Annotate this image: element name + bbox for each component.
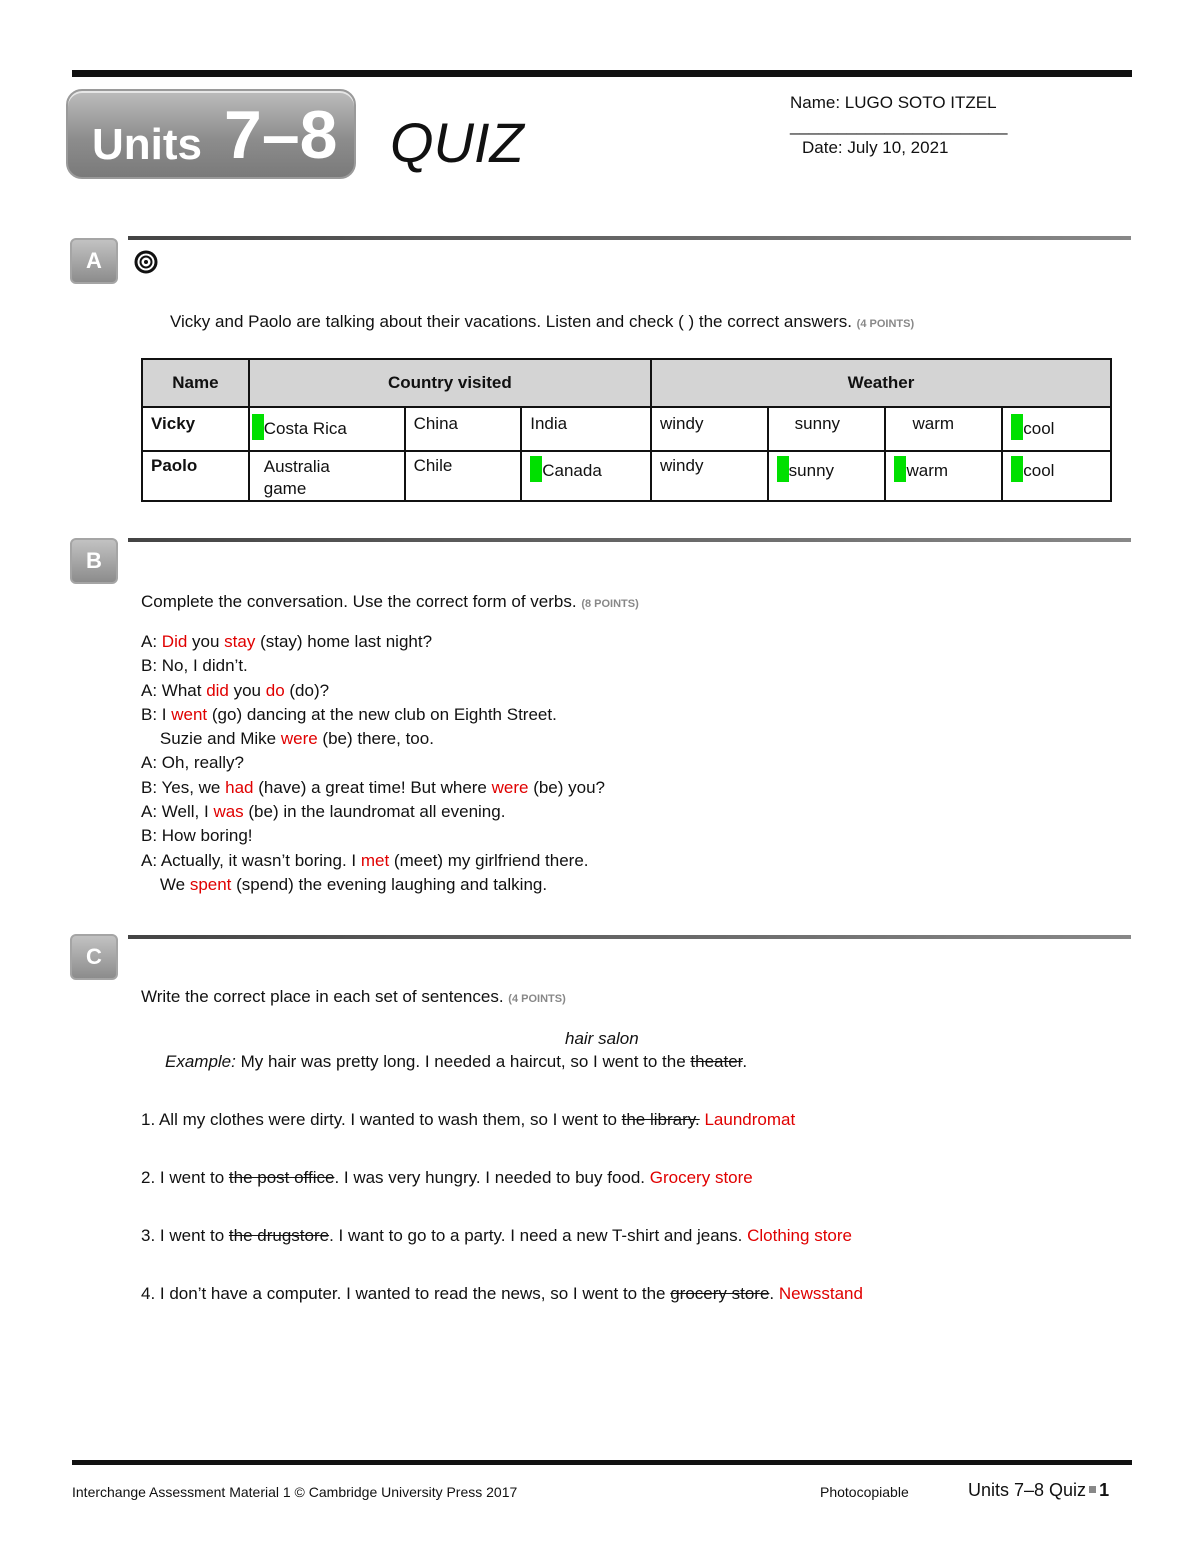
units-word: Units	[92, 120, 202, 169]
section-c-points: (4 POINTS)	[508, 993, 566, 1005]
section-b-badge: B	[70, 538, 118, 584]
line-text: 4. I don’t have a computer. I wanted to read the news, so I went to the	[141, 1284, 671, 1303]
quiz-title: QUIZ	[390, 111, 524, 174]
line-text: (be) in the laundromat all evening.	[243, 802, 506, 822]
line-text: (have) a great time! But where	[253, 777, 492, 797]
answer-text: Grocery store	[649, 1168, 753, 1187]
cell-text: Canada	[542, 461, 602, 480]
line-text: 2. I went to	[141, 1168, 229, 1187]
struck-place: the post office	[228, 1168, 335, 1187]
bottom-rule	[72, 1460, 1132, 1465]
answer-cell	[768, 451, 886, 501]
line-text: (spend) the evening laughing and talking.	[231, 874, 548, 894]
table-row	[142, 451, 1111, 501]
line-text: Suzie and Mike	[141, 729, 281, 749]
conversation-line	[141, 679, 605, 703]
answer-text: had	[225, 777, 254, 797]
answer-text: spent	[189, 874, 232, 894]
answer-cell	[885, 407, 1002, 451]
line-text: (be) you?	[528, 777, 606, 797]
conversation-line	[141, 873, 605, 897]
header-weather: Weather	[651, 359, 1111, 407]
check-mark	[777, 456, 789, 482]
place-item-2	[141, 1168, 753, 1188]
line-text: A: Oh, really?	[141, 753, 244, 773]
cell-text: cool	[1023, 419, 1055, 438]
line-text: .	[769, 1284, 779, 1303]
line-text: A:	[141, 632, 162, 651]
conversation-line	[141, 800, 605, 824]
section-a-instruction-text: Vicky and Paolo are talking about their vacations. Listen and check ( ) the correct answers.	[170, 312, 852, 331]
table-header-row	[142, 359, 1111, 407]
answer-cell	[1002, 407, 1111, 451]
conversation-line	[141, 776, 605, 800]
example-text: My hair was pretty long. I needed a haircut, so I went to the	[235, 1052, 691, 1071]
answer-cell	[885, 451, 1002, 501]
audio-cd-icon	[134, 250, 158, 274]
line-text: (meet) my girlfriend there.	[389, 850, 589, 870]
section-b-points: (8 POINTS)	[581, 598, 639, 610]
section-a-badge: A	[70, 238, 118, 284]
cell-text: windy	[659, 414, 704, 433]
answer-text: stay	[224, 632, 256, 651]
answer-cell	[1002, 451, 1111, 501]
answer-text: Did	[161, 632, 188, 651]
line-text: (go) dancing at the new club on Eighth Street.	[207, 704, 557, 724]
answer-cell	[651, 407, 768, 451]
answer-text: were	[280, 729, 318, 749]
header-name: Name	[142, 359, 249, 407]
cell-text: Australia game	[263, 457, 330, 498]
cell-text: Chile	[413, 456, 453, 475]
cell-text: India	[530, 414, 568, 433]
cell-text: windy	[659, 456, 704, 475]
conversation-line	[141, 630, 605, 654]
answer-text: went	[171, 704, 208, 724]
footer-quiz-title: Units 7–8 Quiz	[968, 1480, 1087, 1500]
answer-text: did	[206, 680, 229, 700]
line-text: A: Well, I	[141, 802, 214, 822]
answer-table	[141, 358, 1112, 502]
answer-cell	[768, 407, 886, 451]
student-name: Name: LUGO SOTO ITZEL	[790, 93, 997, 112]
place-item-3	[141, 1226, 852, 1246]
answer-cell	[249, 407, 405, 451]
top-rule	[72, 70, 1132, 77]
place-item-1	[141, 1110, 795, 1130]
answer-cell	[651, 451, 768, 501]
cell-text: sunny	[788, 461, 835, 480]
answer-cell	[521, 451, 651, 501]
answer-cell	[405, 451, 522, 501]
check-mark	[1011, 414, 1023, 440]
cell-text: Costa Rica	[263, 419, 347, 438]
check-mark	[530, 456, 542, 482]
section-c-instruction-text: Write the correct place in each set of sentences.	[141, 987, 504, 1006]
conversation-line	[141, 849, 605, 873]
line-text: A: Actually, it wasn’t boring. I	[141, 850, 361, 870]
table-row	[142, 407, 1111, 451]
answer-text: met	[360, 850, 390, 870]
cell-text: cool	[1023, 461, 1055, 480]
conversation-line	[141, 727, 605, 751]
line-text: 1. All my clothes were dirty. I wanted to wash them, so I went to	[141, 1110, 622, 1129]
section-b-rule	[128, 538, 1131, 542]
line-text: (be) there, too.	[317, 729, 434, 749]
section-b-instruction	[141, 592, 639, 612]
conversation-line	[141, 751, 605, 775]
struck-place: grocery store	[670, 1284, 770, 1303]
section-a-rule	[128, 236, 1131, 240]
units-number: 7–8	[224, 97, 338, 173]
row-name: Vicky	[142, 407, 249, 451]
example-hint: hair salon	[565, 1029, 639, 1048]
section-c-badge: C	[70, 934, 118, 980]
line-text: . I want to go to a party. I need a new T-shirt and jeans.	[329, 1226, 748, 1245]
row-name: Paolo	[142, 451, 249, 501]
footer-photocopiable: Photocopiable	[820, 1484, 909, 1500]
quiz-date: Date: July 10, 2021	[802, 138, 949, 157]
example-label: Example:	[165, 1052, 236, 1071]
line-text: (stay) home last night?	[255, 632, 433, 651]
check-mark	[894, 456, 906, 482]
footer-page-label	[968, 1480, 1109, 1501]
answer-text: Newsstand	[778, 1284, 863, 1303]
line-text: B: Yes, we	[141, 777, 226, 797]
answer-cell	[249, 451, 405, 501]
cell-text: warm	[912, 414, 955, 433]
conversation-line	[141, 703, 605, 727]
line-text: B: I	[141, 704, 172, 724]
answer-text: Laundromat	[704, 1110, 796, 1129]
check-mark	[1011, 456, 1023, 482]
footer-copyright: Interchange Assessment Material 1 © Cambridge University Press 2017	[72, 1484, 518, 1500]
section-c-instruction	[141, 987, 566, 1007]
place-item-4	[141, 1284, 863, 1304]
line-text: We	[141, 874, 190, 894]
line-text: you	[228, 680, 266, 700]
answer-text: do	[265, 680, 285, 700]
example-struck-place: theater	[690, 1052, 743, 1071]
conversation	[141, 630, 605, 897]
answer-cell	[521, 407, 651, 451]
section-a-points: (4 POINTS)	[856, 318, 915, 330]
line-text: B: No, I didn’t.	[141, 656, 248, 676]
section-c-rule	[128, 935, 1131, 939]
answer-text: were	[491, 777, 529, 797]
name-underline: _______________________	[790, 116, 1008, 135]
cell-text: sunny	[794, 414, 841, 433]
header-country: Country visited	[249, 359, 651, 407]
answer-cell	[405, 407, 522, 451]
line-text: you	[187, 632, 225, 651]
square-bullet-icon	[1089, 1486, 1096, 1493]
struck-place: the drugstore	[228, 1226, 330, 1245]
answer-text: Clothing store	[747, 1226, 852, 1245]
page-number: 1	[1099, 1480, 1110, 1500]
cell-text: China	[413, 414, 458, 433]
example-end: .	[742, 1052, 748, 1071]
section-a-instruction	[170, 312, 914, 332]
line-text: 3. I went to	[141, 1226, 229, 1245]
conversation-line	[141, 654, 605, 678]
answer-text: was	[213, 802, 244, 822]
line-text: A: What	[141, 680, 207, 700]
example-sentence	[165, 1052, 747, 1072]
struck-place: the library.	[621, 1110, 700, 1129]
cell-text: warm	[906, 461, 949, 480]
conversation-line	[141, 824, 605, 848]
check-mark	[252, 414, 264, 440]
line-text: . I was very hungry. I needed to buy food.	[334, 1168, 650, 1187]
line-text: (do)?	[284, 680, 330, 700]
section-b-instruction-text: Complete the conversation. Use the correct form of verbs.	[141, 592, 577, 611]
line-text: B: How boring!	[141, 826, 253, 846]
